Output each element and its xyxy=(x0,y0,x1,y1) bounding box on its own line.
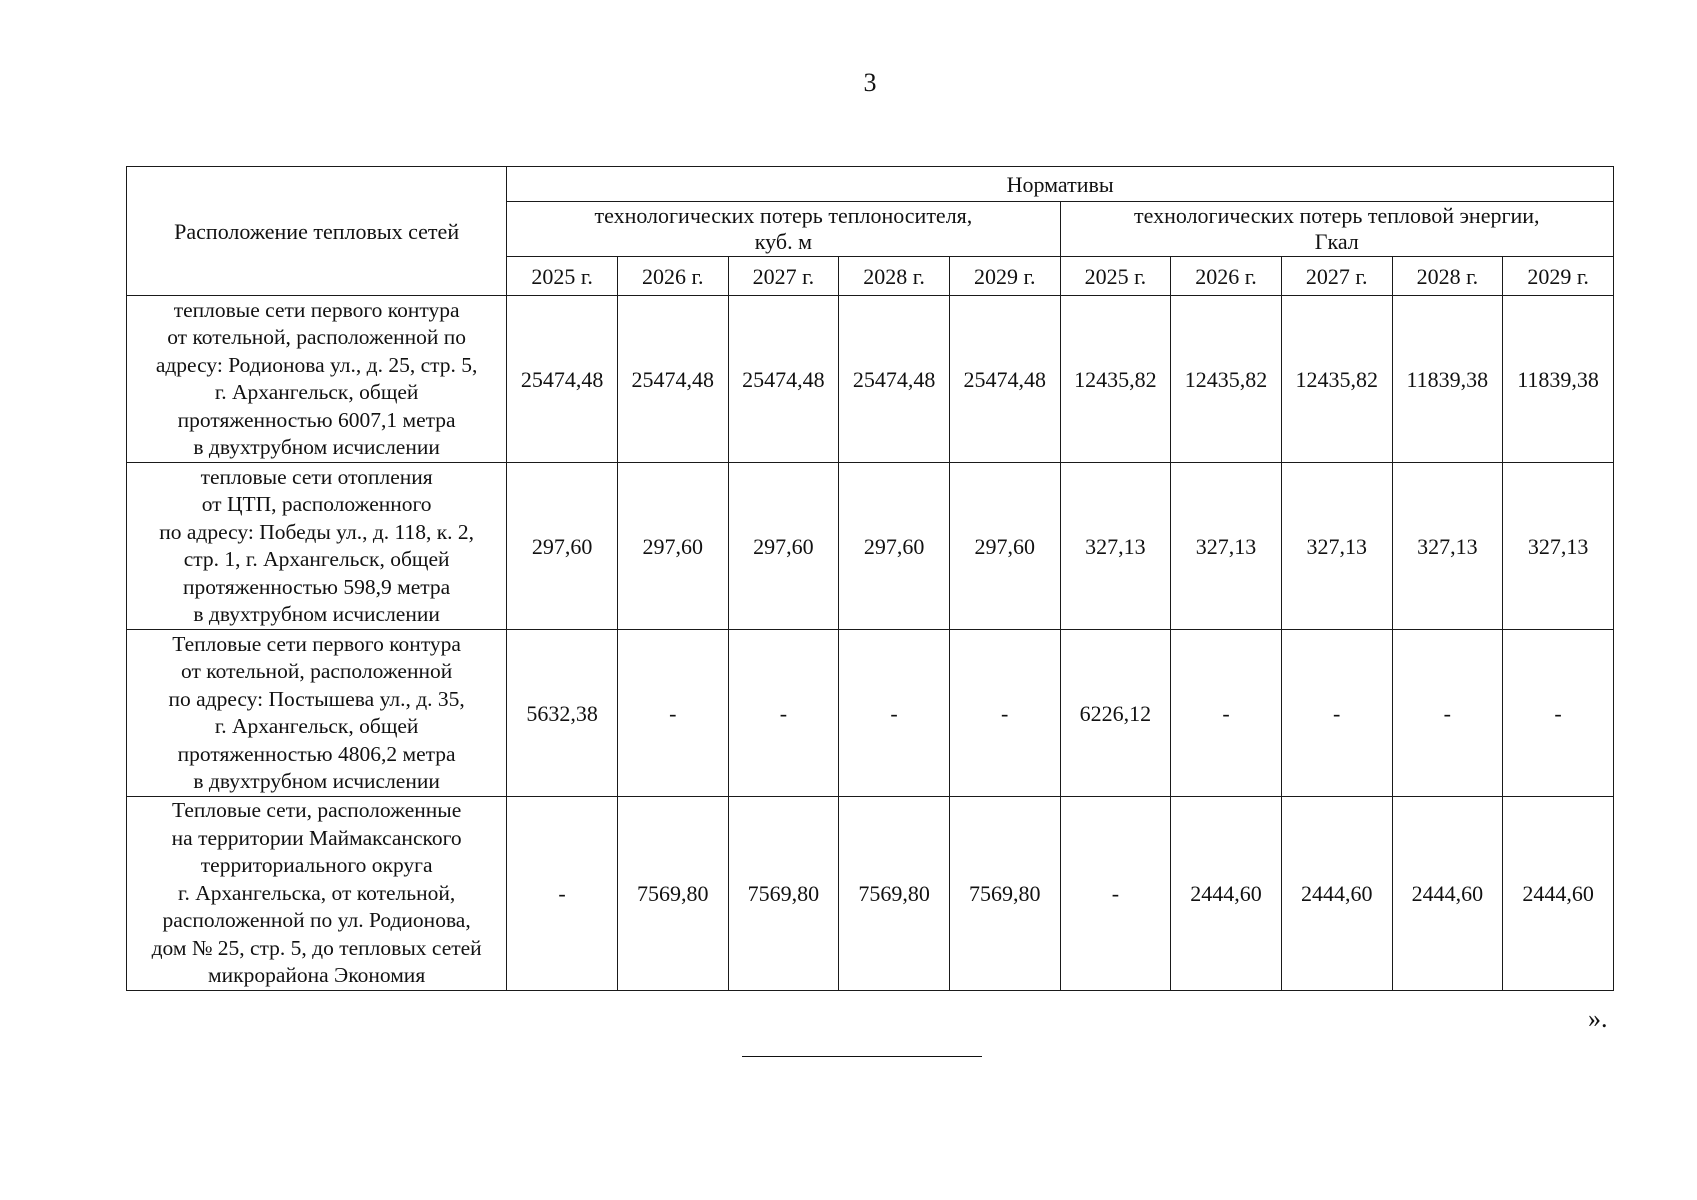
year-heat-2028: 2028 г. xyxy=(1392,257,1503,296)
coolant-value: - xyxy=(728,630,839,797)
year-coolant-2029: 2029 г. xyxy=(949,257,1060,296)
coolant-value: - xyxy=(617,630,728,797)
location-line: микрорайона Экономия xyxy=(208,963,426,987)
year-heat-2029: 2029 г. xyxy=(1503,257,1614,296)
location-line: дом № 25, стр. 5, до тепловых сетей xyxy=(151,935,482,960)
location-line: г. Архангельска, от котельной, xyxy=(178,880,456,905)
header-heat-unit: Гкал xyxy=(1314,229,1359,254)
year-heat-2026: 2026 г. xyxy=(1171,257,1282,296)
coolant-value: 297,60 xyxy=(839,463,950,630)
heat-value: 2444,60 xyxy=(1392,797,1503,991)
heat-value: 2444,60 xyxy=(1281,797,1392,991)
location-line: в двухтрубном исчислении xyxy=(193,769,440,793)
coolant-value: 7569,80 xyxy=(839,797,950,991)
heat-value: 11839,38 xyxy=(1392,296,1503,463)
header-coolant-title: технологических потерь теплоносителя, xyxy=(594,203,973,228)
coolant-value: 25474,48 xyxy=(839,296,950,463)
coolant-value: 297,60 xyxy=(728,463,839,630)
heat-value: 327,13 xyxy=(1171,463,1282,630)
closing-quote-mark: ». xyxy=(1588,1004,1608,1033)
table-row xyxy=(127,296,1614,463)
year-coolant-2025: 2025 г. xyxy=(507,257,618,296)
coolant-value: - xyxy=(949,630,1060,797)
table-row xyxy=(127,797,1614,991)
heat-value: 327,13 xyxy=(1392,463,1503,630)
heat-value: - xyxy=(1060,797,1171,991)
header-coolant-unit: куб. м xyxy=(754,229,812,254)
location-line: адресу: Родионова ул., д. 25, стр. 5, xyxy=(155,352,478,377)
location-line: протяженностью 598,9 метра xyxy=(183,574,451,599)
location-line: тепловые сети первого контура xyxy=(173,297,460,322)
coolant-value: 5632,38 xyxy=(507,630,618,797)
location-line: от котельной, расположенной по xyxy=(167,325,467,349)
year-coolant-2028: 2028 г. xyxy=(839,257,950,296)
heat-value: 327,13 xyxy=(1503,463,1614,630)
location-cell xyxy=(127,630,507,797)
heat-value: 12435,82 xyxy=(1171,296,1282,463)
coolant-value: 297,60 xyxy=(617,463,728,630)
location-line: от ЦТП, расположенного xyxy=(201,492,432,516)
heat-value: 6226,12 xyxy=(1060,630,1171,797)
year-coolant-2027: 2027 г. xyxy=(728,257,839,296)
coolant-value: 25474,48 xyxy=(507,296,618,463)
location-line: г. Архангельск, общей xyxy=(214,380,419,404)
norms-table xyxy=(126,166,1614,991)
heat-value: - xyxy=(1171,630,1282,797)
coolant-value: 297,60 xyxy=(507,463,618,630)
location-line: от котельной, расположенной xyxy=(181,659,453,683)
table-row xyxy=(127,630,1614,797)
location-line: Тепловые сети первого контура xyxy=(172,631,461,656)
heat-value: - xyxy=(1503,630,1614,797)
location-line: в двухтрубном исчислении xyxy=(193,602,440,626)
header-location: Расположение тепловых сетей xyxy=(127,167,507,296)
location-cell xyxy=(127,296,507,463)
location-line: по адресу: Победы ул., д. 118, к. 2, xyxy=(159,519,475,544)
heat-value: 12435,82 xyxy=(1060,296,1171,463)
heat-value: 2444,60 xyxy=(1503,797,1614,991)
location-line: расположенной по ул. Родионова, xyxy=(162,908,471,932)
end-rule xyxy=(742,1056,982,1057)
header-heat-group xyxy=(1060,202,1613,257)
year-heat-2027: 2027 г. xyxy=(1281,257,1392,296)
heat-value: 12435,82 xyxy=(1281,296,1392,463)
location-line: на территории Маймаксанского xyxy=(171,825,462,850)
heat-value: 2444,60 xyxy=(1171,797,1282,991)
table-row xyxy=(127,463,1614,630)
coolant-value: 25474,48 xyxy=(949,296,1060,463)
location-line: в двухтрубном исчислении xyxy=(193,435,440,459)
page-number: 3 xyxy=(863,68,877,97)
location-line: Тепловые сети, расположенные xyxy=(172,798,462,822)
coolant-value: 297,60 xyxy=(949,463,1060,630)
coolant-value: - xyxy=(839,630,950,797)
coolant-value: - xyxy=(507,797,618,991)
location-line: территориального округа xyxy=(200,853,433,877)
header-norms: Нормативы xyxy=(507,167,1614,202)
location-line: по адресу: Постышева ул., д. 35, xyxy=(168,686,465,711)
heat-value: - xyxy=(1392,630,1503,797)
heat-value: 327,13 xyxy=(1060,463,1171,630)
coolant-value: 7569,80 xyxy=(617,797,728,991)
location-cell xyxy=(127,797,507,991)
coolant-value: 25474,48 xyxy=(617,296,728,463)
heat-value: 327,13 xyxy=(1281,463,1392,630)
header-heat-title: технологических потерь тепловой энергии, xyxy=(1134,203,1540,228)
year-coolant-2026: 2026 г. xyxy=(617,257,728,296)
coolant-value: 25474,48 xyxy=(728,296,839,463)
heat-value: 11839,38 xyxy=(1503,296,1614,463)
location-line: протяженностью 4806,2 метра xyxy=(177,741,456,766)
location-line: г. Архангельск, общей xyxy=(214,714,419,738)
location-line: стр. 1, г. Архангельск, общей xyxy=(183,547,450,571)
header-coolant-group xyxy=(507,202,1060,257)
year-heat-2025: 2025 г. xyxy=(1060,257,1171,296)
heat-value: - xyxy=(1281,630,1392,797)
coolant-value: 7569,80 xyxy=(728,797,839,991)
location-cell xyxy=(127,463,507,630)
location-line: протяженностью 6007,1 метра xyxy=(177,407,456,432)
coolant-value: 7569,80 xyxy=(949,797,1060,991)
location-line: тепловые сети отопления xyxy=(200,464,433,489)
